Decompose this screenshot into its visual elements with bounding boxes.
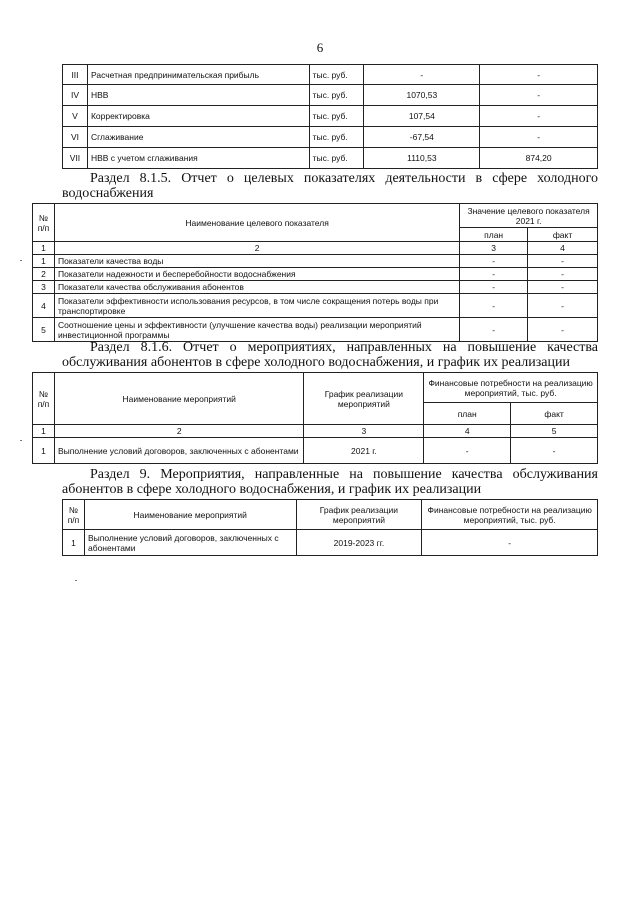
row-fact: - (528, 268, 598, 281)
row-unit: тыс. руб. (309, 65, 364, 85)
table-row (63, 85, 598, 106)
row-fact: - (511, 438, 598, 464)
table-row (33, 268, 598, 281)
col-plan-header: план (460, 228, 528, 242)
row-fact: - (528, 255, 598, 268)
section-816-heading: Раздел 8.1.6. Отчет о мероприятиях, направленных на повышение качества обслуживания абонентов в сфере холодного водоснабжения, и график их реализации (62, 340, 598, 370)
row-unit: тыс. руб. (309, 127, 364, 148)
section-815-table (32, 203, 598, 342)
section-816-table (32, 372, 598, 464)
table-row (63, 106, 598, 127)
col-num-header: № п/п (33, 373, 55, 425)
row-schedule: 2019-2023 гг. (296, 530, 422, 556)
column-index-row: 1 2 3 4 (33, 242, 598, 255)
col-name-header: Наименование целевого показателя (54, 204, 459, 242)
row-finance: - (422, 530, 598, 556)
table-row (33, 294, 598, 318)
col-finance-header: Финансовые потребности на реализацию мероприятий, тыс. руб. (424, 373, 598, 403)
row-plan: - (460, 294, 528, 318)
column-index-row: 1 2 3 4 5 (33, 425, 598, 438)
row-unit: тыс. руб. (309, 85, 364, 106)
row-number: 5 (33, 318, 55, 342)
row-fact: - (528, 294, 598, 318)
row-number: VII (63, 148, 88, 169)
table-row (63, 530, 598, 556)
row-number: IV (63, 85, 88, 106)
row-number: 3 (33, 281, 55, 294)
row-number: V (63, 106, 88, 127)
row-plan: - (460, 318, 528, 342)
row-number: VI (63, 127, 88, 148)
row-name: Расчетная предпринимательская прибыль (87, 65, 309, 85)
row-number: 1 (33, 438, 55, 464)
row-name: Показатели качества обслуживания абонентов (54, 281, 459, 294)
row-plan: - (424, 438, 511, 464)
table-row (33, 438, 598, 464)
col-name-header: Наименование мероприятий (84, 500, 296, 530)
row-number: 1 (63, 530, 85, 556)
col-finance-header: Финансовые потребности на реализацию мероприятий, тыс. руб. (422, 500, 598, 530)
row-name: Соотношение цены и эффективности (улучшение качества воды) реализации мероприятий инвестиционной программы (54, 318, 459, 342)
section-9-heading: Раздел 9. Мероприятия, направленные на повышение качества обслуживания абонентов в сфере холодного водоснабжения, и график их реализации (62, 467, 598, 497)
row-fact: - (528, 281, 598, 294)
row-plan: - (460, 255, 528, 268)
row-plan: 1070,53 (364, 85, 480, 106)
col-plan-header: план (424, 403, 511, 425)
row-name: Выполнение условий договоров, заключенных с абонентами (84, 530, 296, 556)
row-fact: 874,20 (480, 148, 598, 169)
row-fact: - (480, 106, 598, 127)
table-row (63, 148, 598, 169)
row-plan: 107,54 (364, 106, 480, 127)
row-fact: - (528, 318, 598, 342)
table-row (33, 318, 598, 342)
scan-speck (20, 260, 22, 261)
row-number: 1 (33, 255, 55, 268)
section-9-table (62, 499, 598, 556)
row-unit: тыс. руб. (309, 106, 364, 127)
row-number: III (63, 65, 88, 85)
row-name: Показатели надежности и бесперебойности водоснабжения (54, 268, 459, 281)
row-plan: - (364, 65, 480, 85)
scan-speck (20, 440, 22, 441)
section-815-heading: Раздел 8.1.5. Отчет о целевых показателях деятельности в сфере холодного водоснабжения (62, 171, 598, 201)
row-number: 4 (33, 294, 55, 318)
row-fact: - (480, 127, 598, 148)
row-plan: - (460, 281, 528, 294)
scan-speck (75, 580, 77, 581)
row-plan: - (460, 268, 528, 281)
row-schedule: 2021 г. (304, 438, 424, 464)
col-name-header: Наименование мероприятий (54, 373, 303, 425)
col-value-header: Значение целевого показателя 2021 г. (460, 204, 598, 228)
row-name: Выполнение условий договоров, заключенных с абонентами (54, 438, 303, 464)
col-fact-header: факт (528, 228, 598, 242)
table-row (63, 127, 598, 148)
col-num-header: № п/п (63, 500, 85, 530)
col-schedule-header: График реализации мероприятий (296, 500, 422, 530)
row-name: НВВ (87, 85, 309, 106)
top-summary-table (62, 64, 598, 169)
row-unit: тыс. руб. (309, 148, 364, 169)
row-fact: - (480, 65, 598, 85)
col-num-header: № п/п (33, 204, 55, 242)
row-number: 2 (33, 268, 55, 281)
table-row (33, 255, 598, 268)
row-name: Показатели качества воды (54, 255, 459, 268)
row-name: НВВ с учетом сглаживания (87, 148, 309, 169)
row-name: Показатели эффективности использования ресурсов, в том числе сокращения потерь воды при транспортировке (54, 294, 459, 318)
table-row (63, 65, 598, 85)
row-fact: - (480, 85, 598, 106)
row-name: Корректировка (87, 106, 309, 127)
col-fact-header: факт (511, 403, 598, 425)
row-plan: 1110,53 (364, 148, 480, 169)
col-schedule-header: График реализации мероприятий (304, 373, 424, 425)
row-name: Сглаживание (87, 127, 309, 148)
page-number: 6 (316, 40, 324, 55)
table-row (33, 281, 598, 294)
row-plan: -67,54 (364, 127, 480, 148)
